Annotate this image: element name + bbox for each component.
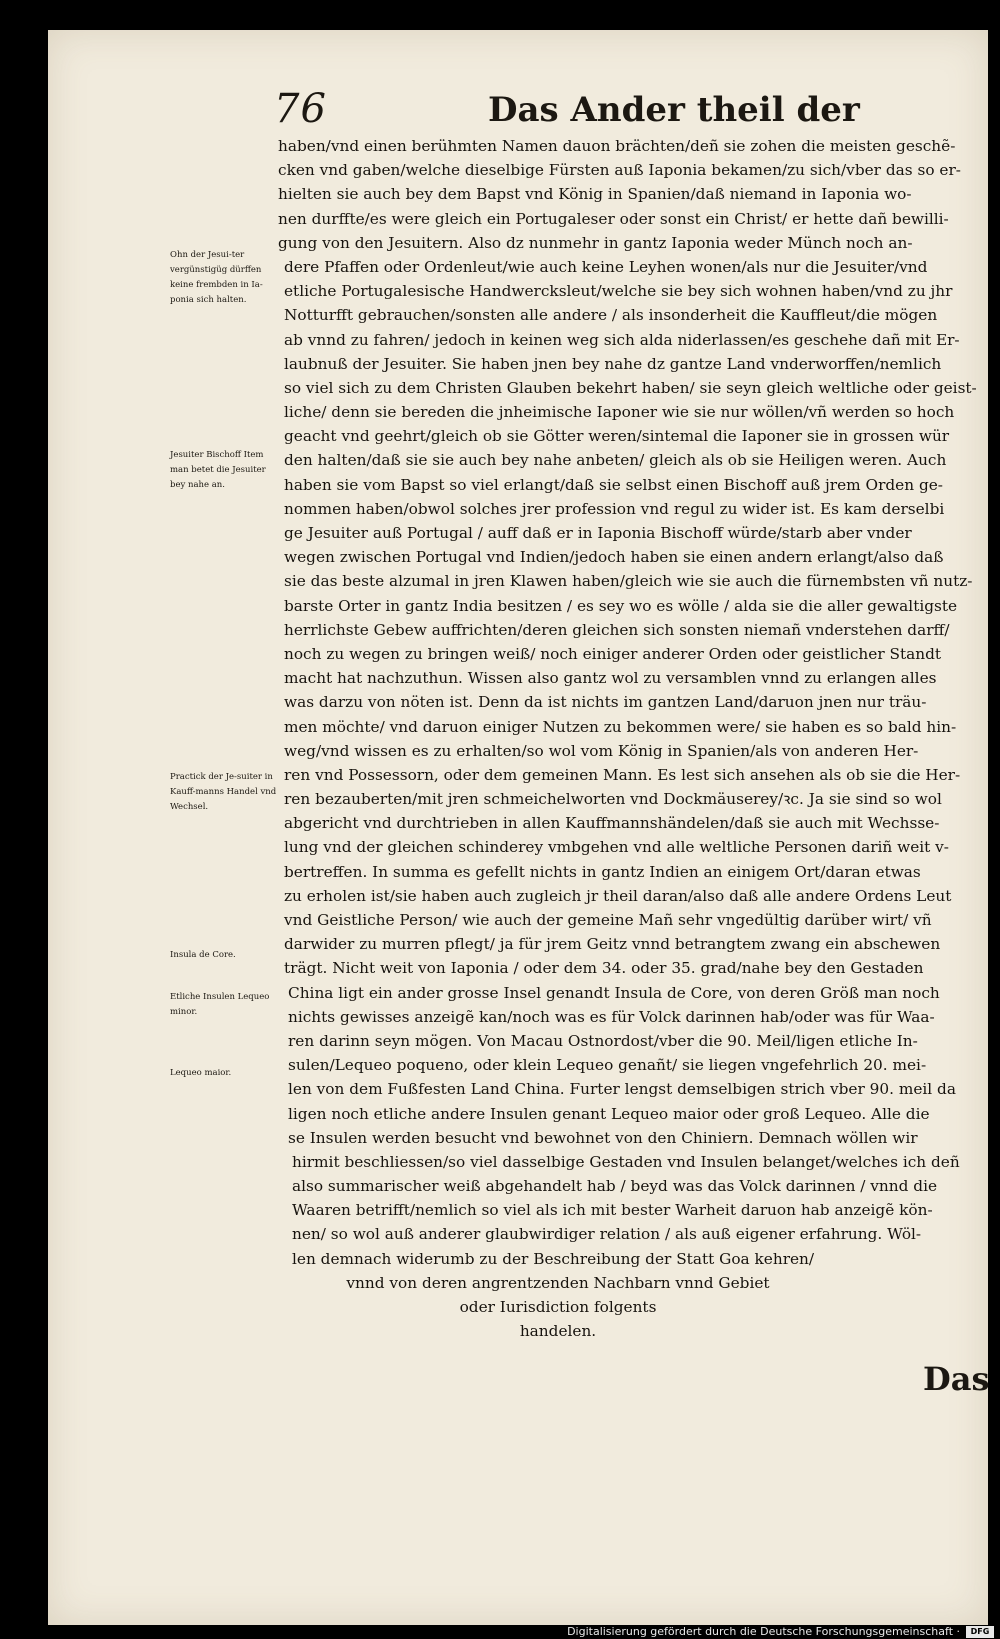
text-line: sulen/Lequeo poqueno, oder klein Lequeo genañt/ sie liegen vngefehrlich 20. mei- — [288, 1056, 927, 1075]
text-line: trägt. Nicht weit von Iaponia / oder dem 34. oder 35. grad/nahe bey den Gestaden — [284, 959, 924, 978]
text-line: bertreffen. In summa es gefellt nichts in gantz Indien an einigem Ort/daran etwas — [284, 862, 921, 881]
text-line: was darzu von nöten ist. Denn da ist nichts im gantzen Land/daruon jnen nur träu- — [284, 693, 927, 712]
text-line: men möchte/ vnd daruon einiger Nutzen zu bekommen were/ sie haben es so bald hin- — [284, 717, 957, 736]
margin-note: Etliche Insulen Lequeo minor. — [170, 992, 270, 1017]
text-line: noch zu wegen zu bringen weiß/ noch einiger anderer Orden oder geistlicher Standt — [284, 644, 942, 663]
text-line: weg/vnd wissen es zu erhalten/so wol vom König in Spanien/als von anderen Her- — [284, 741, 919, 760]
page-number: 76 — [274, 86, 327, 132]
text-line: haben sie vom Bapst so viel erlangt/daß sie selbst einen Bischoff auß jrem Orden ge- — [284, 475, 943, 494]
text-line: ren vnd Possessorn, oder dem gemeinen Mann. Es lest sich ansehen als ob sie die Her- — [284, 765, 961, 784]
text-line: herrlichste Gebew auffrichten/deren gleichen sich sonsten niemañ vnderstehen darff/ — [284, 620, 950, 639]
text-line: len von dem Fußfesten Land China. Furter lengst demselbigen strich vber 90. meil da — [288, 1080, 956, 1099]
text-line: zu erholen ist/sie haben auch zugleich jr theil daran/also daß alle andere Ordens Leut — [284, 886, 952, 905]
catchword: Das — [923, 1360, 990, 1398]
text-line: nommen haben/obwol solches jrer profession vnd regul zu wider ist. Es kam derselbi — [284, 499, 945, 518]
body-text — [278, 134, 978, 1343]
text-line: nen/ so wol auß anderer glaubwirdiger relation / als auß eigener erfahrung. Wöl- — [292, 1225, 922, 1244]
closing-line: vnnd von deren angrentzenden Nachbarn vnnd Gebiet — [346, 1273, 770, 1292]
digitization-credit: Digitalisierung gefördert durch die Deutsche Forschungsgemeinschaft · — [567, 1625, 960, 1638]
text-line: geacht vnd geehrt/gleich ob sie Götter weren/sintemal die Iaponer sie in grossen wür — [284, 427, 950, 446]
text-line: ab vnnd zu fahren/ jedoch in keinen weg sich alda niderlassen/es geschehe dañ mit Er- — [284, 330, 960, 349]
text-line: lung vnd der gleichen schinderey vmbgehen vnd alle weltliche Personen dariñ weit v- — [284, 838, 949, 857]
text-line: China ligt ein ander grosse Insel genandt Insula de Core, von deren Größ man noch — [288, 983, 940, 1002]
closing-line: oder Iurisdiction folgents — [459, 1298, 657, 1316]
text-line: dere Pfaffen oder Ordenleut/wie auch keine Leyhen wonen/als nur die Jesuiter/vnd — [284, 257, 928, 276]
text-line: len demnach widerumb zu der Beschreibung der Statt Goa kehren/ — [292, 1249, 815, 1268]
margin-note: Insula de Core. — [170, 950, 236, 960]
text-line: Notturfft gebrauchen/sonsten alle andere / als insonderheit die Kauffleut/die mögen — [284, 306, 938, 325]
text-line: hirmit beschliessen/so viel dasselbige Gestaden vnd Insulen belanget/welches ich deñ — [292, 1152, 960, 1171]
text-line: cken vnd gaben/welche dieselbige Fürsten auß Iaponia bekamen/zu sich/vber das so er- — [278, 161, 961, 180]
text-line: liche/ denn sie bereden die jnheimische Iaponer wie sie nur wöllen/vñ werden so hoch — [284, 403, 955, 422]
text-line: darwider zu murren pflegt/ ja für jrem Geitz vnnd betrangtem zwang ein abschewen — [284, 935, 941, 954]
text-line: gung von den Jesuitern. Also dz nunmehr in gantz Iaponia weder Münch noch an- — [278, 233, 913, 252]
margin-note: Jesuiter Bischoff Item man betet die Jesuiter bey nahe an. — [170, 450, 266, 490]
text-line: nichts gewisses anzeigẽ kan/noch was es für Volck darinnen hab/oder was für Waa- — [288, 1007, 935, 1026]
text-line: Waaren betrifft/nemlich so viel als ich mit bester Warheit daruon hab anzeigẽ kön- — [292, 1201, 933, 1220]
text-line: etliche Portugalesische Handwercksleut/welche sie bey sich wohnen haben/vnd zu jhr — [284, 282, 953, 301]
text-line: nen durffte/es were gleich ein Portugaleser oder sonst ein Christ/ er hette dañ bewilli- — [278, 209, 949, 228]
text-line: barste Orter in gantz India besitzen / es sey wo es wölle / alda sie die aller gewaltigste — [284, 596, 958, 615]
text-line: macht hat nachzuthun. Wissen also gantz wol zu versamblen vnnd zu erlangen alles — [284, 669, 937, 688]
book-page — [48, 30, 988, 1625]
text-line: ren bezauberten/mit jren schmeichelworten vnd Dockmäuserey/ꝛc. Ja sie sind so wol — [284, 790, 942, 809]
margin-note: Practick der Je-suiter in Kauff-manns Handel vnd Wechsel. — [170, 772, 277, 812]
text-line: den halten/daß sie sie auch bey nahe anbeten/ gleich als ob sie Heiligen weren. Auch — [284, 451, 947, 470]
text-line: also summarischer weiß abgehandelt hab / beyd was das Volck darinnen / vnnd die — [292, 1177, 938, 1196]
closing-line: handelen. — [519, 1322, 597, 1341]
text-line: haben/vnd einen berühmten Namen dauon brächten/deñ sie zohen die meisten geschẽ- — [278, 137, 956, 155]
text-line: wegen zwischen Portugal vnd Indien/jedoch haben sie einen andern erlangt/also daß — [284, 548, 944, 567]
text-line: hielten sie auch bey dem Bapst vnd König in Spanien/daß niemand in Iaponia wo- — [278, 185, 912, 204]
margin-note: Ohn der Jesui-ter vergünstigüg dürffen keine frembden in Ia-ponia sich halten. — [170, 250, 263, 305]
margin-note: Lequeo maior. — [170, 1068, 232, 1078]
dfg-logo: DFG — [966, 1626, 994, 1638]
text-line: vnd Geistliche Person/ wie auch der gemeine Mañ sehr vngedültig darüber wirt/ vñ — [284, 911, 932, 929]
text-line: ligen noch etliche andere Insulen genant Lequeo maior oder groß Lequeo. Alle die — [288, 1104, 930, 1123]
text-line: ge Jesuiter auß Portugal / auff daß er in Iaponia Bischoff würde/starb aber vnder — [284, 524, 912, 542]
text-line: sie das beste alzumal in jren Klawen haben/gleich wie sie auch die fürnembsten vñ nutz- — [284, 572, 973, 591]
text-line: se Insulen werden besucht vnd bewohnet von den Chiniern. Demnach wöllen wir — [288, 1128, 918, 1147]
text-line: ren darinn seyn mögen. Von Macau Ostnordost/vber die 90. Meil/ligen etliche In- — [288, 1031, 918, 1050]
text-line: abgericht vnd durchtrieben in allen Kauffmannshändelen/daß sie auch mit Wechsse- — [284, 814, 940, 833]
text-line: laubnuß der Jesuiter. Sie haben jnen bey nahe dz gantze Land vnderworffen/nemlich — [284, 354, 942, 373]
running-head: Das Ander theil der — [488, 90, 860, 130]
text-line: so viel sich zu dem Christen Glauben bekehrt haben/ sie seyn gleich weltliche oder geist- — [284, 378, 977, 397]
